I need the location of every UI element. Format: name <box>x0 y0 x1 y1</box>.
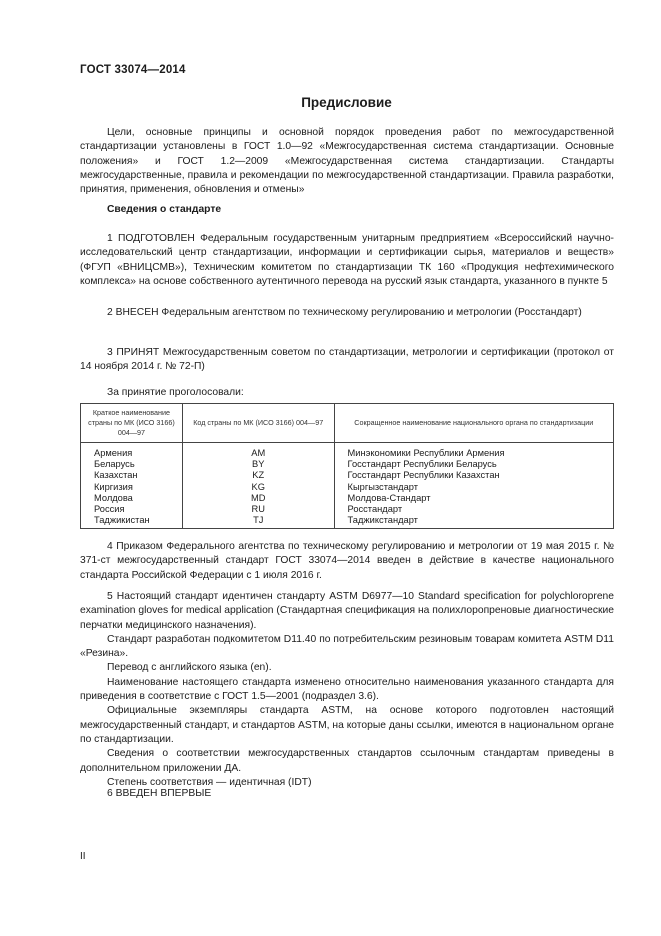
country-code: MD <box>182 493 334 504</box>
country-code: AM <box>182 443 334 460</box>
table-row <box>81 443 614 460</box>
item-2-text: 2 ВНЕСЕН Федеральным агентством по техническому регулированию и метрологии (Росстандарт) <box>107 307 582 318</box>
table-header-row <box>81 404 614 443</box>
item-4-text: 4 Приказом Федерального агентства по техническому регулированию и метрологии от 19 мая 2015 г. № 371-ст межгосударственный стандарт ГОСТ 33074—2014 введен в действие в качестве национального стандарта Российской Федерации с 1 июля 2016 г. <box>80 541 614 581</box>
country-name: Киргизия <box>81 482 183 493</box>
item-5-references: Сведения о соответствии межгосударственных стандартов ссылочным стандартам приведены в дополнительном приложении ДА. <box>80 748 614 774</box>
country-code: RU <box>182 504 334 515</box>
item-3-text: 3 ПРИНЯТ Межгосударственным советом по стандартизации, метрологии и сертификации (протокол от 14 ноября 2014 г. № 72-П) <box>80 347 614 373</box>
country-name: Армения <box>81 443 183 460</box>
country-code: BY <box>182 459 334 470</box>
item-4 <box>80 540 614 583</box>
item-5-developer: Стандарт разработан подкомитетом D11.40 по потребительским резиновым товарам комитета ASTM D11 «Резина». <box>80 633 614 660</box>
table-row <box>81 470 614 481</box>
header-country-name: Краткое наименование страны по МК (ИСО 3166) 004—97 <box>81 404 183 443</box>
national-body: Таджикстандарт <box>334 515 613 529</box>
standard-info-heading: Сведения о стандарте <box>107 204 222 215</box>
table-row <box>81 482 614 493</box>
item-5 <box>80 590 614 790</box>
item-5-name-change: Наименование настоящего стандарта изменено относительно наименования указанного стандарта для приведения в соответствие с ГОСТ 1.5—2001 (подраздел 3.6). <box>80 676 614 703</box>
national-body: Росстандарт <box>334 504 613 515</box>
intro-paragraph <box>80 126 614 197</box>
item-5-official-copies: Официальные экземпляры стандарта ASTM, на основе которого подготовлен настоящий межгосударственный стандарт, и стандартов ASTM, на которые даны ссылки, имеются в национальном органе по стандартизации. <box>80 705 614 745</box>
national-body: Минэкономики Республики Армения <box>334 443 613 460</box>
item-2 <box>80 306 614 320</box>
item-1-text: 1 ПОДГОТОВЛЕН Федеральным государственным унитарным предприятием «Всероссийский научно-исследовательский центр стандартизации, информации и сертификации сырья, материалов и веществ» (ФГУП «ВНИЦСМВ»), Техническим комитетом по стандартизации ТК 160 «Продукция нефтехимического комплекса» на основе собственного аутентичного перевода на русский язык стандарта, указанного в пункте 5 <box>80 233 614 287</box>
item-5-degree: Степень соответствия — идентичная (IDT) <box>107 776 312 788</box>
page-title: Предисловие <box>301 95 392 110</box>
header-national-body: Сокращенное наименование национального органа по стандартизации <box>334 404 613 443</box>
country-name: Таджикистан <box>81 515 183 529</box>
item-5-text: 5 Настоящий стандарт идентичен стандарту ASTM D6977—10 Standard specification for polychloroprene examination gloves for medical application (Стандартная спецификация на полихлоропреновые диагностические перчатки медицинского назначения). <box>80 591 614 631</box>
table-row <box>81 459 614 470</box>
item-1 <box>80 232 614 289</box>
intro-text: Цели, основные принципы и основной порядок проведения работ по межгосударственной стандартизации установлены в ГОСТ 1.0—92 «Межгосударственная система стандартизации. Основные положения» и ГОСТ 1.2—2009 «Межгосударственная система стандартизации. Стандарты межгосударственные, правила и рекомендации по межгосударственной стандартизации. Правила разработки, принятия, применения, обновления и отмены» <box>80 127 614 196</box>
page-number: II <box>80 851 86 862</box>
item-6-text: 6 ВВЕДЕН ВПЕРВЫЕ <box>107 788 212 799</box>
item-3 <box>80 346 614 375</box>
country-code: TJ <box>182 515 334 529</box>
national-body: Молдова-Стандарт <box>334 493 613 504</box>
national-body: Госстандарт Республики Казахстан <box>334 470 613 481</box>
country-code: KG <box>182 482 334 493</box>
national-body: Кыргызстандарт <box>334 482 613 493</box>
country-name: Россия <box>81 504 183 515</box>
table-row <box>81 515 614 529</box>
item-5-translation: Перевод с английского языка (en). <box>107 662 272 674</box>
header-country-code: Код страны по МК (ИСО 3166) 004—97 <box>182 404 334 443</box>
country-code: KZ <box>182 470 334 481</box>
voting-table <box>80 403 614 529</box>
document-id: ГОСТ 33074—2014 <box>80 64 186 76</box>
table-row <box>81 493 614 504</box>
table-row <box>81 504 614 515</box>
vote-label: За принятие проголосовали: <box>107 387 244 398</box>
country-name: Беларусь <box>81 459 183 470</box>
country-name: Казахстан <box>81 470 183 481</box>
national-body: Госстандарт Республики Беларусь <box>334 459 613 470</box>
country-name: Молдова <box>81 493 183 504</box>
